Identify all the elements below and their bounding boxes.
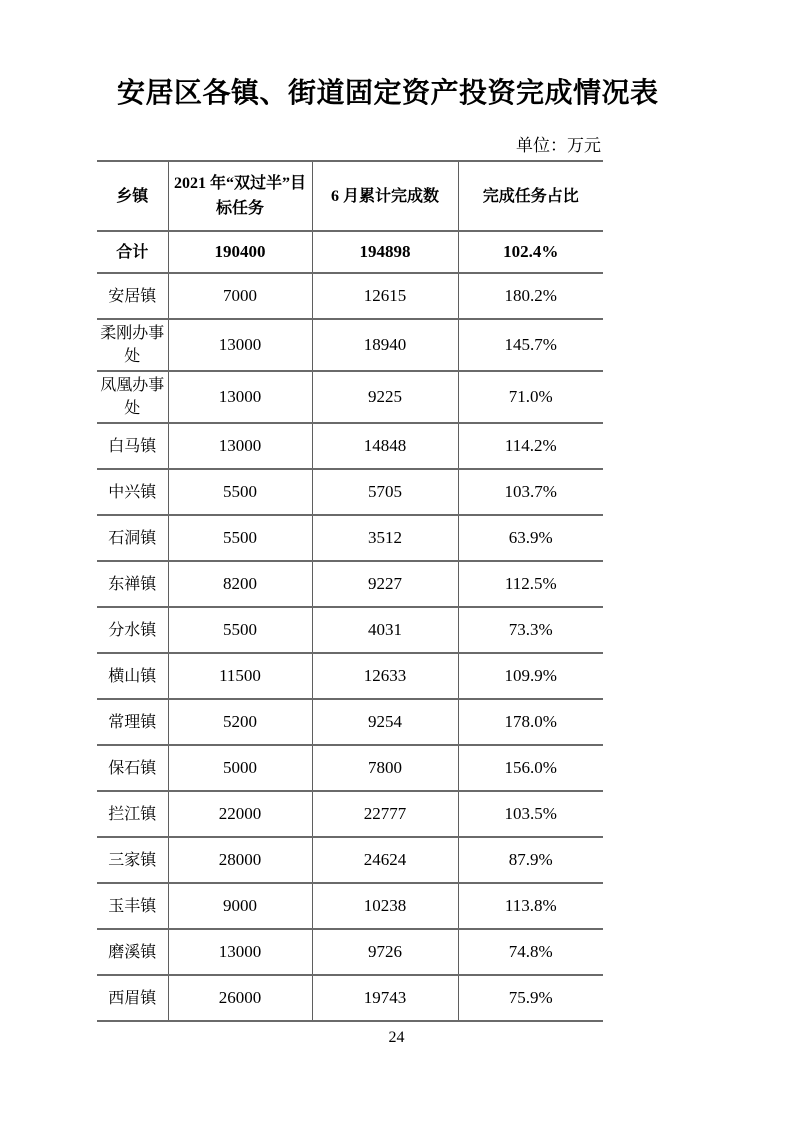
cell-township: 柔刚办事处 (97, 319, 168, 371)
cell-ratio: 71.0% (458, 371, 603, 423)
cell-ratio: 178.0% (458, 699, 603, 745)
total-row (97, 231, 603, 273)
cell-completed: 9225 (312, 371, 458, 423)
table-row (97, 929, 603, 975)
cell-township: 三家镇 (97, 837, 168, 883)
cell-township: 保石镇 (97, 745, 168, 791)
column-header: 完成任务占比 (458, 161, 603, 231)
content-column (97, 0, 659, 1022)
column-header: 乡镇 (97, 161, 168, 231)
cell-township: 东禅镇 (97, 561, 168, 607)
cell-ratio: 114.2% (458, 423, 603, 469)
cell-completed: 12615 (312, 273, 458, 319)
table-row (97, 371, 603, 423)
cell-ratio: 103.7% (458, 469, 603, 515)
cell-completed: 10238 (312, 883, 458, 929)
cell-completed: 12633 (312, 653, 458, 699)
cell-target: 13000 (168, 929, 312, 975)
cell-township: 石洞镇 (97, 515, 168, 561)
cell-target: 22000 (168, 791, 312, 837)
table-row (97, 607, 603, 653)
cell-ratio: 74.8% (458, 929, 603, 975)
cell-completed: 22777 (312, 791, 458, 837)
cell-target: 9000 (168, 883, 312, 929)
cell-target: 11500 (168, 653, 312, 699)
table-row (97, 561, 603, 607)
table-row (97, 837, 603, 883)
cell-ratio: 87.9% (458, 837, 603, 883)
cell-completed: 194898 (312, 231, 458, 273)
table-row (97, 791, 603, 837)
table-row (97, 975, 603, 1021)
cell-target: 7000 (168, 273, 312, 319)
investment-completion-table (97, 160, 603, 1022)
table-row (97, 699, 603, 745)
cell-township: 常理镇 (97, 699, 168, 745)
cell-township: 白马镇 (97, 423, 168, 469)
cell-completed: 9227 (312, 561, 458, 607)
cell-target: 5500 (168, 469, 312, 515)
cell-ratio: 112.5% (458, 561, 603, 607)
cell-township: 安居镇 (97, 273, 168, 319)
cell-township: 分水镇 (97, 607, 168, 653)
cell-target: 5500 (168, 515, 312, 561)
cell-township: 中兴镇 (97, 469, 168, 515)
cell-target: 5200 (168, 699, 312, 745)
cell-completed: 5705 (312, 469, 458, 515)
page-number: 24 (388, 1029, 405, 1046)
cell-target: 5000 (168, 745, 312, 791)
cell-completed: 24624 (312, 837, 458, 883)
table-row (97, 883, 603, 929)
cell-ratio: 145.7% (458, 319, 603, 371)
cell-township: 拦江镇 (97, 791, 168, 837)
cell-target: 28000 (168, 837, 312, 883)
cell-ratio: 180.2% (458, 273, 603, 319)
cell-target: 13000 (168, 319, 312, 371)
cell-ratio: 109.9% (458, 653, 603, 699)
cell-township: 合计 (97, 231, 168, 273)
cell-target: 190400 (168, 231, 312, 273)
table-row (97, 273, 603, 319)
table-row (97, 653, 603, 699)
cell-completed: 3512 (312, 515, 458, 561)
cell-target: 8200 (168, 561, 312, 607)
table-body (97, 231, 603, 1021)
table-row (97, 469, 603, 515)
cell-completed: 4031 (312, 607, 458, 653)
cell-ratio: 75.9% (458, 975, 603, 1021)
table-row (97, 319, 603, 371)
table-header (97, 161, 603, 231)
cell-completed: 14848 (312, 423, 458, 469)
cell-ratio: 102.4% (458, 231, 603, 273)
cell-completed: 18940 (312, 319, 458, 371)
cell-ratio: 103.5% (458, 791, 603, 837)
cell-completed: 9254 (312, 699, 458, 745)
table-row (97, 745, 603, 791)
cell-target: 26000 (168, 975, 312, 1021)
table-row (97, 515, 603, 561)
column-header: 2021 年“双过半”目标任务 (168, 161, 312, 231)
cell-completed: 7800 (312, 745, 458, 791)
unit-label: 单位：万元 (516, 136, 601, 155)
cell-township: 凤凰办事处 (97, 371, 168, 423)
column-header: 6 月累计完成数 (312, 161, 458, 231)
cell-completed: 9726 (312, 929, 458, 975)
cell-township: 横山镇 (97, 653, 168, 699)
table-row (97, 423, 603, 469)
cell-target: 5500 (168, 607, 312, 653)
table-header-row (97, 161, 603, 231)
cell-ratio: 63.9% (458, 515, 603, 561)
cell-ratio: 73.3% (458, 607, 603, 653)
cell-ratio: 113.8% (458, 883, 603, 929)
cell-township: 西眉镇 (97, 975, 168, 1021)
page-title: 安居区各镇、街道固定资产投资完成情况表 (117, 78, 659, 109)
cell-township: 玉丰镇 (97, 883, 168, 929)
cell-completed: 19743 (312, 975, 458, 1021)
cell-ratio: 156.0% (458, 745, 603, 791)
cell-township: 磨溪镇 (97, 929, 168, 975)
cell-target: 13000 (168, 423, 312, 469)
cell-target: 13000 (168, 371, 312, 423)
